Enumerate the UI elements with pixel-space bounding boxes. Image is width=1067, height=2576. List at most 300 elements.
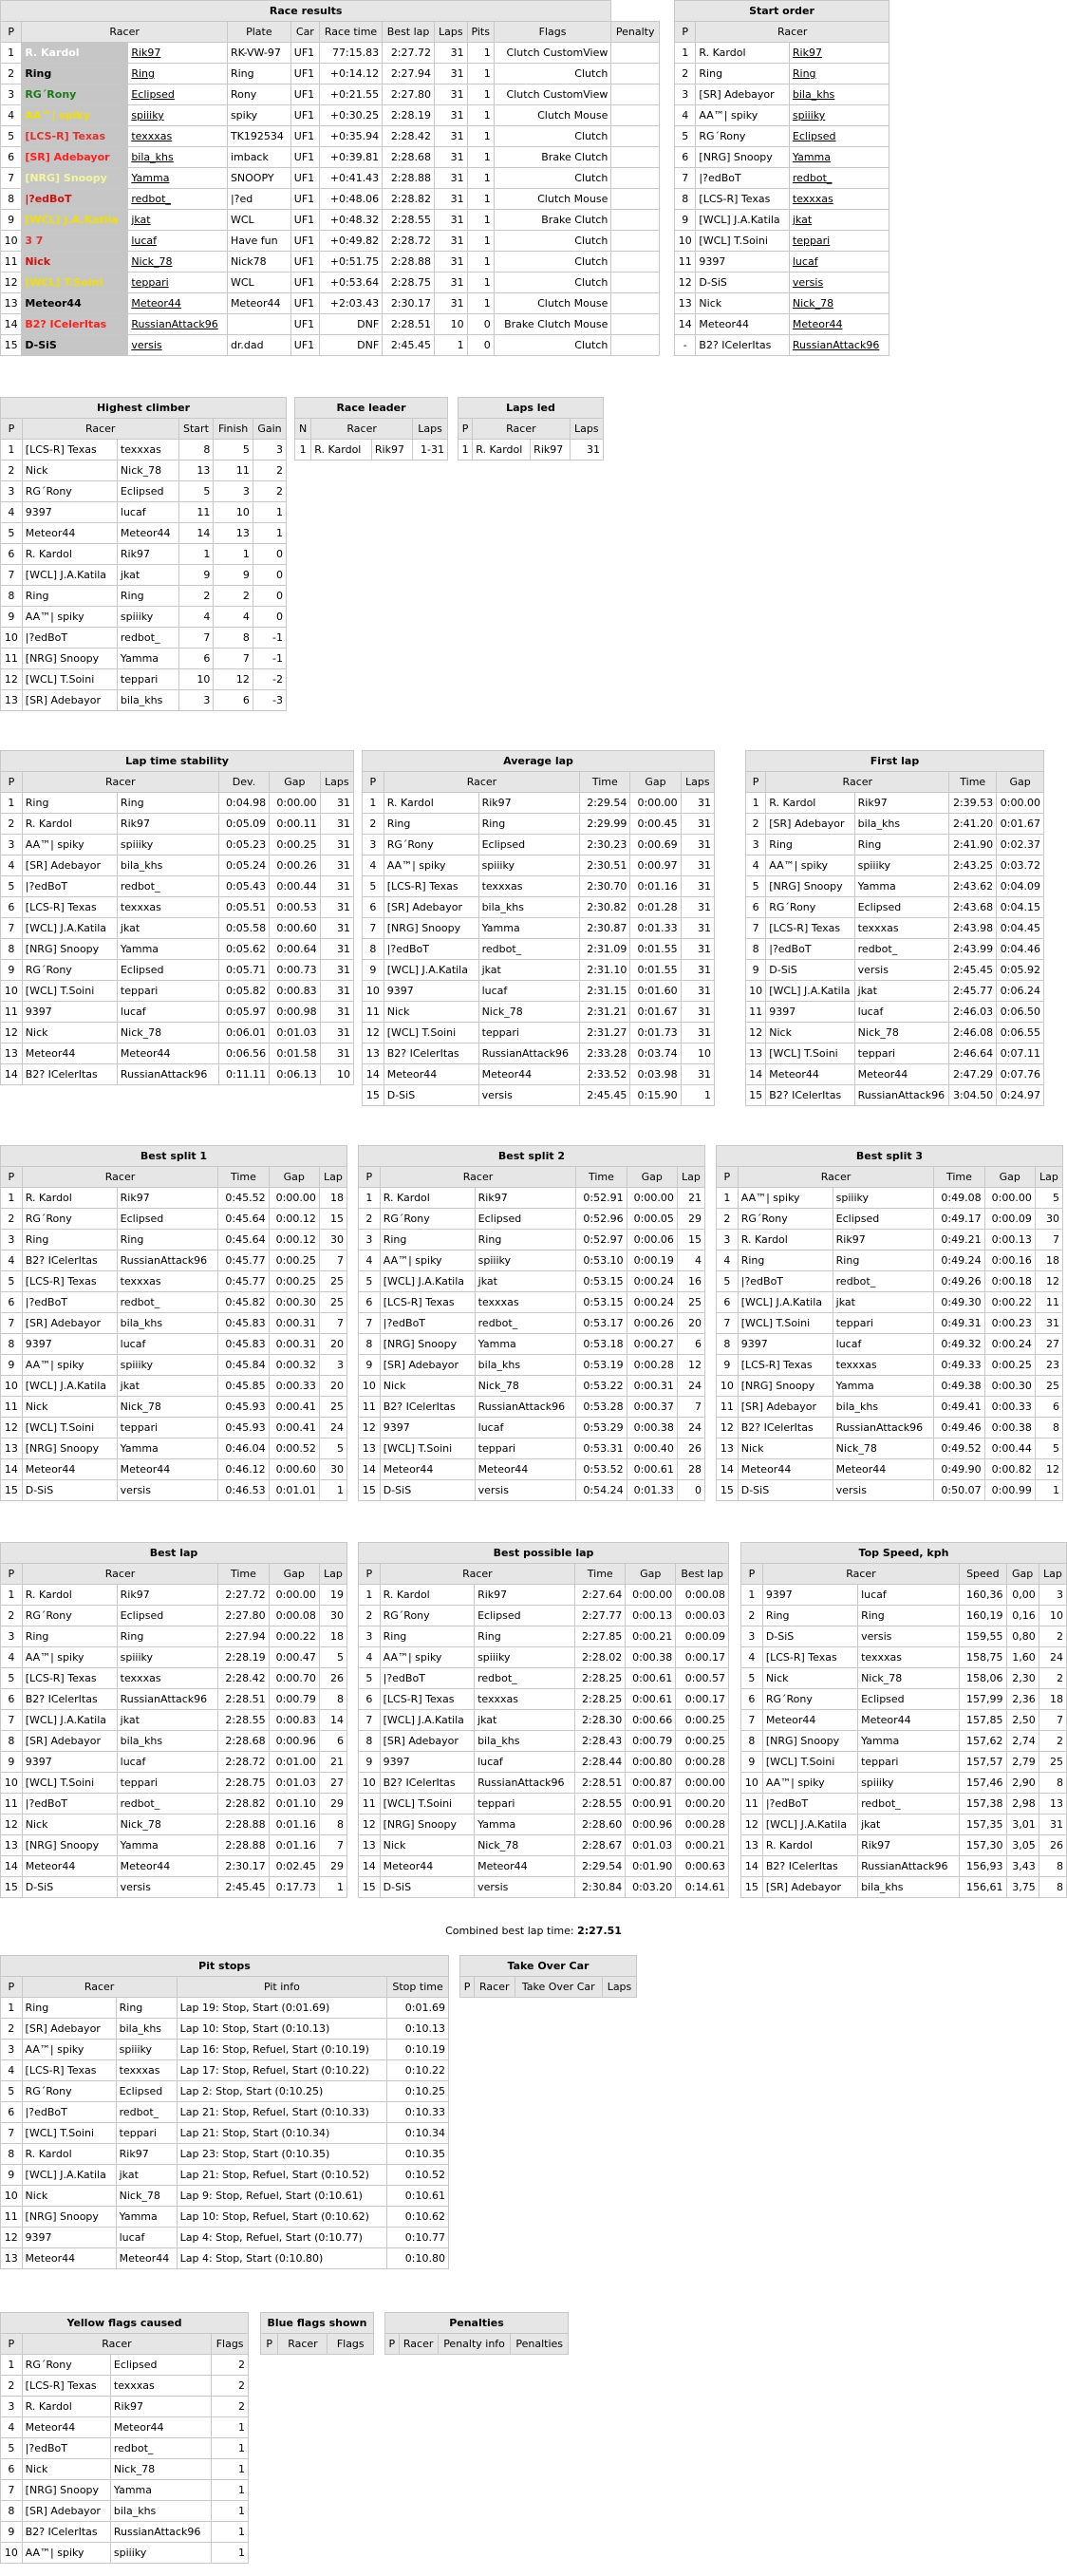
racer-name-cell: [SR] Adebayor xyxy=(22,856,117,876)
position-cell: 11 xyxy=(363,1002,384,1023)
table-cell: 0:45.64 xyxy=(218,1230,269,1250)
table-cell: 2 xyxy=(1039,1731,1066,1752)
table-cell: Meteor44 xyxy=(854,1064,949,1085)
racer-profile-link[interactable]: Eclipsed xyxy=(131,88,175,101)
table-cell: 2:43.99 xyxy=(949,939,997,960)
racer-name-cell: R. Kardol xyxy=(384,793,478,814)
table-cell: 0:00.45 xyxy=(630,814,681,835)
table-cell: Rik97 xyxy=(116,2144,177,2165)
col-header: Lap xyxy=(1035,1167,1062,1188)
table-cell: 13 xyxy=(214,523,253,544)
racer-name-cell: 9397 xyxy=(696,252,789,273)
table-row xyxy=(1,1188,347,1209)
racer-username-cell xyxy=(789,43,889,64)
table-row xyxy=(717,1418,1063,1438)
racer-name-cell: [NRG] Snoopy xyxy=(22,2480,110,2501)
table-cell: 0:00.61 xyxy=(626,1668,676,1689)
table-cell: 31 xyxy=(320,960,353,981)
position-cell: 6 xyxy=(1,1292,23,1313)
position-cell: 14 xyxy=(1,1459,23,1480)
racer-name-cell: 9397 xyxy=(22,1334,117,1355)
racer-profile-link[interactable]: bila_khs xyxy=(131,151,174,163)
plate-cell: spiky xyxy=(227,105,290,126)
table-row xyxy=(1,607,287,628)
best-lap-cell: 2:28.88 xyxy=(383,252,435,273)
table-cell: 0:00.23 xyxy=(984,1313,1035,1334)
racer-profile-link[interactable]: spiiiky xyxy=(792,109,826,122)
table-row xyxy=(717,1480,1063,1501)
table-cell: 2:28.51 xyxy=(218,1689,269,1710)
table-cell: 3,43 xyxy=(1006,1856,1039,1877)
racer-name-cell: Nick xyxy=(22,252,128,273)
table-row xyxy=(359,1773,729,1794)
table-cell: Nick_78 xyxy=(833,1438,934,1459)
table-cell: 2:30.84 xyxy=(575,1877,626,1898)
table-cell: 0:45.77 xyxy=(218,1250,269,1271)
table-cell: 0:00.25 xyxy=(269,1250,319,1271)
table-cell: teppari xyxy=(478,1023,580,1044)
table-cell: Ring xyxy=(475,1230,576,1250)
table-row xyxy=(1,1710,347,1731)
table-cell: 1 xyxy=(212,2459,249,2480)
position-cell: 2 xyxy=(1,2019,23,2040)
col-header: Racer xyxy=(278,2334,328,2355)
position-cell: 5 xyxy=(359,1668,381,1689)
racer-name-cell: B2? ICelerItas xyxy=(380,1773,474,1794)
table-cell: RussianAttack96 xyxy=(478,1044,580,1064)
table-cell: 2:28.82 xyxy=(218,1794,269,1814)
table-row xyxy=(746,939,1044,960)
racer-name-cell: |?edBoT xyxy=(22,628,117,649)
average-lap-panel xyxy=(362,750,715,1106)
position-cell: 1 xyxy=(1,440,23,461)
penalty-cell xyxy=(611,252,660,273)
racer-profile-link[interactable]: redbot_ xyxy=(131,193,171,205)
table-row xyxy=(1,814,354,835)
racer-name-cell: [WCL] T.Soini xyxy=(384,1023,478,1044)
start-order-table xyxy=(674,0,889,356)
racer-name-cell: [WCL] T.Soini xyxy=(22,669,117,690)
table-cell: 157,35 xyxy=(960,1814,1006,1835)
table-row xyxy=(363,918,715,939)
table-cell: 0:00.96 xyxy=(269,1731,319,1752)
racer-name-cell: Meteor44 xyxy=(22,293,128,314)
racer-profile-link[interactable]: Eclipsed xyxy=(792,130,836,142)
yellow-flags-table xyxy=(0,2312,249,2564)
racer-name-cell: 9397 xyxy=(762,1585,857,1606)
table-cell: spiiiky xyxy=(858,1773,960,1794)
racer-name-cell: [LCS-R] Texas xyxy=(696,189,789,210)
position-cell: 1 xyxy=(1,1585,23,1606)
racer-profile-link[interactable]: redbot_ xyxy=(792,172,833,184)
table-cell: 0:14.61 xyxy=(676,1877,729,1898)
position-cell: 7 xyxy=(363,918,384,939)
racer-username-cell xyxy=(789,231,889,252)
table-cell: 2:43.98 xyxy=(949,918,997,939)
position-cell: 7 xyxy=(1,2123,23,2144)
racer-profile-link[interactable]: texxxas xyxy=(131,130,173,142)
racer-name-cell: B2? ICelerItas xyxy=(22,1064,117,1085)
table-cell: 6 xyxy=(319,1731,346,1752)
table-cell: 0:45.52 xyxy=(218,1188,269,1209)
table-cell: 2:28.88 xyxy=(218,1835,269,1856)
table-cell: 0:00.06 xyxy=(627,1230,677,1250)
racer-profile-link[interactable]: texxxas xyxy=(792,193,833,205)
position-cell: 13 xyxy=(675,293,696,314)
position-cell: 2 xyxy=(1,1606,23,1626)
table-cell: 2,79 xyxy=(1006,1752,1039,1773)
racer-name-cell: AA™| spiky xyxy=(380,1647,474,1668)
table-row xyxy=(359,1292,705,1313)
table-row xyxy=(1,147,660,168)
table-header-row xyxy=(1,772,354,793)
table-cell: Eclipsed xyxy=(117,1209,218,1230)
racer-profile-link[interactable]: spiiiky xyxy=(131,109,164,122)
racer-username-cell xyxy=(128,293,228,314)
table-cell: Nick_78 xyxy=(117,1397,218,1418)
penalties-panel xyxy=(384,2312,569,2355)
position-cell: 3 xyxy=(1,85,22,105)
table-cell: 159,55 xyxy=(960,1626,1006,1647)
table-cell: 2 xyxy=(1039,1668,1066,1689)
col-header: Penalty info xyxy=(438,2334,511,2355)
position-cell: 9 xyxy=(1,607,23,628)
table-cell: 0:00.38 xyxy=(627,1418,677,1438)
table-cell: Yamma xyxy=(858,1731,960,1752)
car-cell: UF1 xyxy=(290,273,319,293)
position-cell: 2 xyxy=(746,814,766,835)
col-header: Pits xyxy=(467,22,494,43)
table-cell: 2:28.55 xyxy=(575,1794,626,1814)
position-cell: 8 xyxy=(746,939,766,960)
table-cell: 0:15.90 xyxy=(630,1085,681,1106)
table-cell: 0:00.00 xyxy=(997,793,1044,814)
racer-name-cell: [NRG] Snoopy xyxy=(22,939,117,960)
position-cell: 4 xyxy=(359,1250,381,1271)
table-cell: 157,85 xyxy=(960,1710,1006,1731)
table-row xyxy=(363,897,715,918)
table-cell: bila_khs xyxy=(116,2019,177,2040)
position-cell: 6 xyxy=(359,1689,381,1710)
table-cell: 0:10.25 xyxy=(387,2081,449,2102)
position-cell: 4 xyxy=(359,1647,381,1668)
table-cell: 156,61 xyxy=(960,1877,1006,1898)
position-cell: 6 xyxy=(363,897,384,918)
table-cell: 2:30.70 xyxy=(580,876,630,897)
table-cell: Ring xyxy=(833,1250,934,1271)
table-cell: 10 xyxy=(1039,1606,1066,1626)
flags-cell: Brake Clutch xyxy=(494,147,611,168)
racer-profile-link[interactable]: jkat xyxy=(792,214,813,226)
table-cell: teppari xyxy=(475,1794,575,1814)
racer-profile-link[interactable]: jkat xyxy=(131,214,151,226)
table-header-row xyxy=(741,1564,1067,1585)
col-header: Pit info xyxy=(177,1977,387,1998)
racer-name-cell: RG´Rony xyxy=(384,835,478,856)
table-row xyxy=(717,1438,1063,1459)
table-cell: 0:01.16 xyxy=(269,1835,319,1856)
col-header: Car xyxy=(290,22,319,43)
racer-name-cell: [WCL] J.A.Katila xyxy=(22,2165,116,2186)
table-cell: jkat xyxy=(117,1376,218,1397)
racer-name-cell: [WCL] T.Soini xyxy=(696,231,789,252)
racer-name-cell: Meteor44 xyxy=(766,1064,854,1085)
table-cell: 26 xyxy=(677,1438,704,1459)
racer-name-cell: R. Kardol xyxy=(738,1230,833,1250)
position-cell: 15 xyxy=(746,1085,766,1106)
col-header: Best lap xyxy=(676,1564,729,1585)
table-cell: 0:00.37 xyxy=(627,1397,677,1418)
table-row xyxy=(1,1835,347,1856)
table-cell: 14 xyxy=(319,1710,346,1731)
col-header: P xyxy=(359,1167,381,1188)
table-row xyxy=(359,1626,729,1647)
position-cell: 1 xyxy=(363,793,384,814)
table-row xyxy=(359,1271,705,1292)
yellow-flags-title: Yellow flags caused xyxy=(1,2313,249,2334)
table-cell: Rik97 xyxy=(117,1585,218,1606)
top-speed-title: Top Speed, kph xyxy=(741,1543,1067,1564)
table-cell: Yamma xyxy=(117,939,218,960)
table-cell: 3:04.50 xyxy=(949,1085,997,1106)
table-cell: 0:00.25 xyxy=(676,1710,729,1731)
racer-profile-link[interactable]: Nick_78 xyxy=(792,297,834,310)
race-time-cell: +0:51.75 xyxy=(319,252,382,273)
racer-profile-link[interactable]: Yamma xyxy=(792,151,831,163)
position-cell: 10 xyxy=(359,1376,381,1397)
table-cell: 156,93 xyxy=(960,1856,1006,1877)
table-cell: 0:10.33 xyxy=(387,2102,449,2123)
position-cell: 12 xyxy=(717,1418,739,1438)
table-cell: lucaf xyxy=(116,2228,177,2248)
table-cell: 0:45.83 xyxy=(218,1334,269,1355)
table-row xyxy=(741,1752,1067,1773)
table-cell: 2:45.45 xyxy=(949,960,997,981)
table-cell: Yamma xyxy=(475,1334,576,1355)
position-cell: 14 xyxy=(746,1064,766,1085)
racer-profile-link[interactable]: Rik97 xyxy=(792,47,822,59)
table-cell: Rik97 xyxy=(371,440,412,461)
position-cell: 5 xyxy=(359,1271,381,1292)
table-cell: Meteor44 xyxy=(478,1064,580,1085)
table-cell: Rik97 xyxy=(833,1230,934,1250)
table-cell: spiiiky xyxy=(475,1250,576,1271)
position-cell: 5 xyxy=(1,1668,23,1689)
racer-profile-link[interactable]: Yamma xyxy=(131,172,170,184)
racer-name-cell: R. Kardol xyxy=(22,544,117,565)
table-cell: 7 xyxy=(677,1397,704,1418)
laps-cell: 31 xyxy=(435,105,468,126)
racer-name-cell: Ring xyxy=(766,835,854,856)
table-cell: Yamma xyxy=(475,1814,575,1835)
position-cell: 15 xyxy=(741,1877,763,1898)
racer-name-cell: |?edBoT xyxy=(380,1668,474,1689)
table-cell: texxxas xyxy=(116,2060,177,2081)
position-cell: 7 xyxy=(746,918,766,939)
col-header: Time xyxy=(949,772,997,793)
table-cell: 3,01 xyxy=(1006,1814,1039,1835)
position-cell: 10 xyxy=(1,628,23,649)
table-row xyxy=(717,1271,1063,1292)
racer-profile-link[interactable]: versis xyxy=(792,276,824,289)
penalties-table xyxy=(384,2312,569,2355)
racer-name-cell: |?edBoT xyxy=(380,1313,475,1334)
position-cell: 9 xyxy=(1,960,23,981)
table-row xyxy=(1,481,287,502)
race-leader-panel xyxy=(294,397,448,461)
table-cell: redbot_ xyxy=(117,876,218,897)
table-cell: 18 xyxy=(1035,1250,1062,1271)
table-cell: 24 xyxy=(677,1418,704,1438)
table-cell: 0:00.00 xyxy=(630,793,681,814)
racer-username-cell xyxy=(128,252,228,273)
blue-flags-title: Blue flags shown xyxy=(261,2313,374,2334)
table-cell: jkat xyxy=(475,1271,576,1292)
position-cell: 10 xyxy=(717,1376,739,1397)
table-cell: 0:52.91 xyxy=(576,1188,627,1209)
table-cell: 0:03.74 xyxy=(630,1044,681,1064)
racer-profile-link[interactable]: Nick_78 xyxy=(131,255,173,268)
table-cell: redbot_ xyxy=(833,1271,934,1292)
table-cell: Eclipsed xyxy=(116,2081,177,2102)
table-cell: 1 xyxy=(178,544,214,565)
table-row xyxy=(1,2102,449,2123)
plate-cell xyxy=(227,314,290,335)
table-cell: 2:45.45 xyxy=(218,1877,269,1898)
racer-name-cell: Nick xyxy=(384,1002,478,1023)
best-lap-cell: 2:28.72 xyxy=(383,231,435,252)
table-row xyxy=(675,335,889,356)
laps-cell: 31 xyxy=(435,85,468,105)
position-cell: 3 xyxy=(363,835,384,856)
table-cell: 0:00.47 xyxy=(269,1647,319,1668)
table-cell: Meteor44 xyxy=(116,2248,177,2269)
col-header: Time xyxy=(580,772,630,793)
table-cell: 2,90 xyxy=(1006,1773,1039,1794)
table-row xyxy=(1,2019,449,2040)
table-cell: versis xyxy=(854,960,949,981)
table-cell: 27 xyxy=(1035,1334,1062,1355)
racer-profile-link[interactable]: Ring xyxy=(131,67,155,80)
table-cell: 157,46 xyxy=(960,1773,1006,1794)
table-cell: 0:01.60 xyxy=(630,981,681,1002)
best-possible-lap-table xyxy=(358,1542,729,1898)
laps-cell: 31 xyxy=(435,231,468,252)
table-cell: 0:45.83 xyxy=(218,1313,269,1334)
position-cell: 3 xyxy=(359,1626,381,1647)
racer-name-cell: Meteor44 xyxy=(384,1064,478,1085)
racer-profile-link[interactable]: lucaf xyxy=(131,235,158,247)
flags-cell: Clutch CustomView xyxy=(494,43,611,64)
table-cell: 0:00.00 xyxy=(626,1585,676,1606)
table-row xyxy=(1,1998,449,2019)
position-cell: 6 xyxy=(1,2102,23,2123)
racer-profile-link[interactable]: Ring xyxy=(792,67,816,80)
position-cell: 6 xyxy=(717,1292,739,1313)
table-cell: 0:01.03 xyxy=(269,1773,319,1794)
table-row xyxy=(1,1271,347,1292)
penalties-title: Penalties xyxy=(385,2313,569,2334)
table-cell: Eclipsed xyxy=(475,1209,576,1230)
table-cell: 12 xyxy=(677,1355,704,1376)
table-cell: 0:10.19 xyxy=(387,2040,449,2060)
position-cell: 10 xyxy=(675,231,696,252)
table-cell: teppari xyxy=(117,981,218,1002)
race-time-cell: +0:21.55 xyxy=(319,85,382,105)
racer-name-cell: Meteor44 xyxy=(380,1459,475,1480)
table-cell: 5 xyxy=(319,1647,346,1668)
table-cell: 0:00.44 xyxy=(270,876,320,897)
top-speed-table xyxy=(740,1542,1067,1898)
table-cell: 0:52.96 xyxy=(576,1209,627,1230)
table-cell: teppari xyxy=(117,1773,218,1794)
table-cell: 0:10.35 xyxy=(387,2144,449,2165)
table-cell: 0:49.38 xyxy=(934,1376,984,1397)
racer-profile-link[interactable]: teppari xyxy=(792,235,831,247)
laps-cell: 31 xyxy=(435,273,468,293)
racer-name-cell: |?edBoT xyxy=(766,939,854,960)
racer-username-cell xyxy=(128,85,228,105)
racer-profile-link[interactable]: Meteor44 xyxy=(792,318,843,330)
racer-profile-link[interactable]: RussianAttack96 xyxy=(131,318,218,330)
table-cell: 0:05.58 xyxy=(218,918,269,939)
position-cell: 10 xyxy=(1,231,22,252)
table-row xyxy=(359,1606,729,1626)
table-row xyxy=(1,1752,347,1773)
racer-name-cell: |?edBoT xyxy=(384,939,478,960)
table-cell: Yamma xyxy=(833,1376,934,1397)
table-cell: 2:28.72 xyxy=(218,1752,269,1773)
table-row xyxy=(1,2355,249,2376)
table-row xyxy=(1,1418,347,1438)
racer-profile-link[interactable]: lucaf xyxy=(792,255,818,268)
position-cell: 2 xyxy=(1,2376,23,2397)
racer-profile-link[interactable]: versis xyxy=(131,339,162,351)
table-cell: 0:11.11 xyxy=(218,1064,269,1085)
table-cell: 2:28.25 xyxy=(575,1689,626,1710)
table-cell: 2 xyxy=(178,586,214,607)
position-cell: 1 xyxy=(675,43,696,64)
racer-name-cell: D-SiS xyxy=(22,335,128,356)
table-row xyxy=(1,2081,449,2102)
racer-profile-link[interactable]: RussianAttack96 xyxy=(792,339,880,351)
racer-profile-link[interactable]: teppari xyxy=(131,276,169,289)
table-cell: 0:02.37 xyxy=(997,835,1044,856)
racer-profile-link[interactable]: Rik97 xyxy=(131,47,161,59)
table-cell: 24 xyxy=(319,1418,346,1438)
table-cell: 0:00.20 xyxy=(676,1794,729,1814)
table-cell: 0:01.69 xyxy=(387,1998,449,2019)
table-cell: 8 xyxy=(214,628,253,649)
racer-name-cell: [WCL] T.Soini xyxy=(22,981,117,1002)
position-cell: 4 xyxy=(1,2417,23,2438)
table-cell: Meteor44 xyxy=(117,523,178,544)
racer-profile-link[interactable]: bila_khs xyxy=(792,88,835,101)
position-cell: 3 xyxy=(746,835,766,856)
table-row xyxy=(741,1585,1067,1606)
racer-profile-link[interactable]: Meteor44 xyxy=(131,297,181,310)
table-cell: 8 xyxy=(1039,1877,1066,1898)
table-cell: 2 xyxy=(1039,1626,1066,1647)
racer-name-cell: [SR] Adebayor xyxy=(22,2019,116,2040)
highest-climber-title: Highest climber xyxy=(1,398,287,419)
table-header-row xyxy=(1,1564,347,1585)
position-cell: 8 xyxy=(717,1334,739,1355)
car-cell: UF1 xyxy=(290,210,319,231)
table-cell: 0:05.97 xyxy=(218,1002,269,1023)
racer-name-cell: [LCS-R] Texas xyxy=(762,1647,857,1668)
table-cell: 0:00.00 xyxy=(269,1188,319,1209)
